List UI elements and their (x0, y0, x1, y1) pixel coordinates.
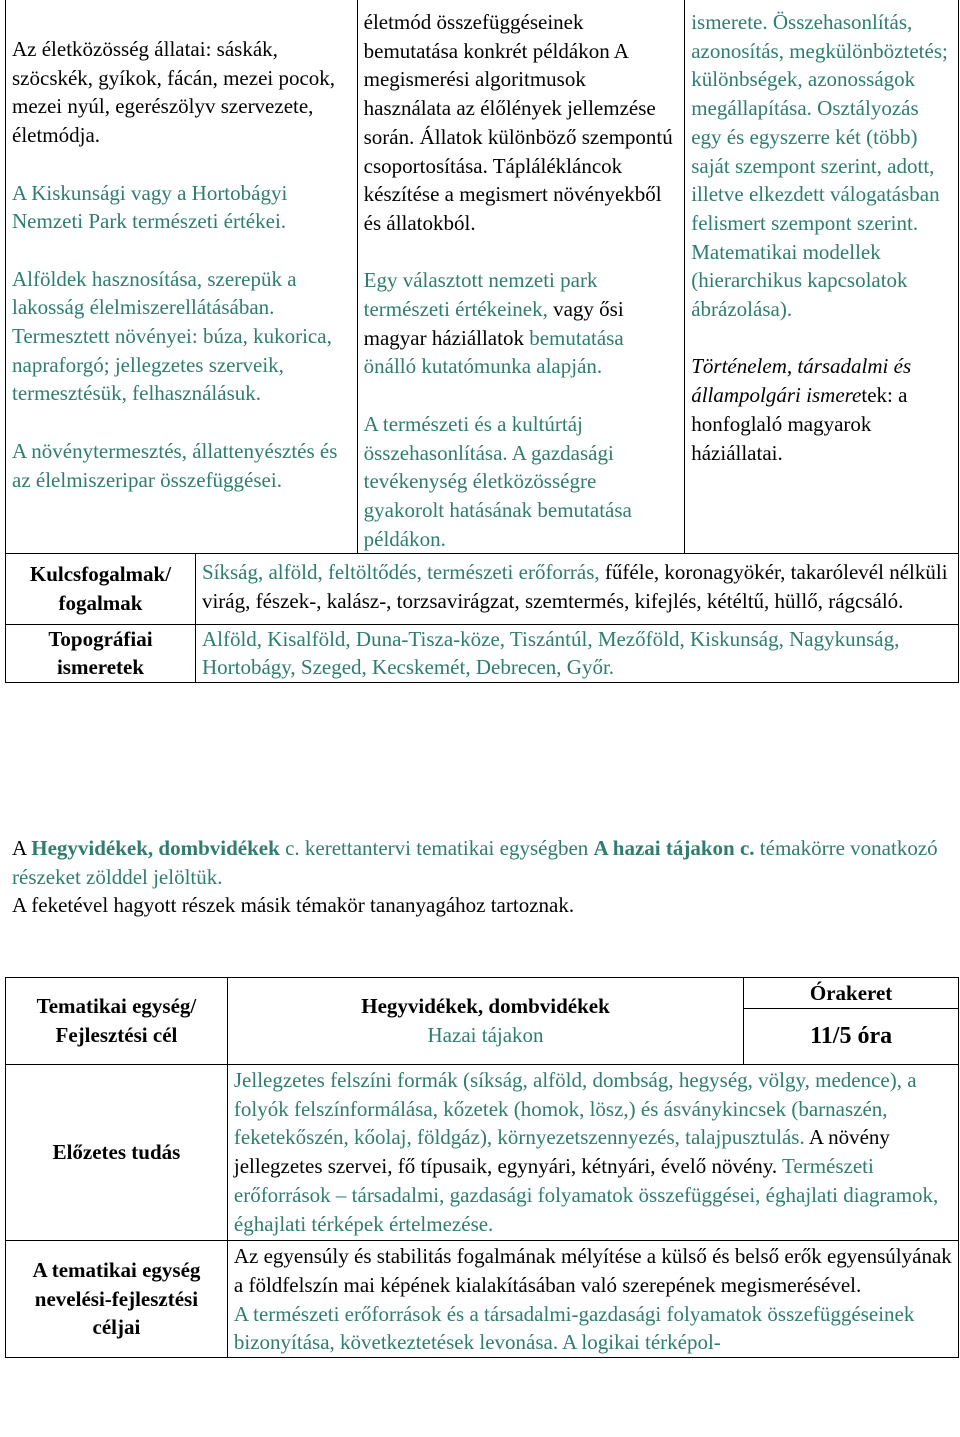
paragraph-gap (12, 236, 351, 265)
text-run: Jellegzetes felszíni formák (síkság, alföld, dombság, hegység, völgy, medence), a folyók felszínformálása, kőzetek (homok, lösz,) és ásványkincsek (barnaszén, feketekőszén, kőolaj, földgáz), környezetszennyezés, talajpusztulás. (233, 1068, 917, 1150)
text-run: A természeti erőforrások és a társadalmi-gazdasági folyamatok összefüggéseinek bizonyítása, következtetések levonása. A logikai térképol- (233, 1301, 915, 1355)
paragraph (364, 266, 679, 381)
text-run: A növény jellegzetes szervei, fő típusaik, egynyári, kétnyári, évelő növény. (233, 1125, 890, 1179)
topography-label: Topográfiai ismeretek (6, 624, 196, 682)
paragraph (12, 437, 351, 494)
text-run: A növénytermesztés, állattenyésztés és az élelmiszeripar összefüggései. (12, 438, 338, 492)
keyconcepts-label: Kulcsfogalmak/ fogalmak (6, 554, 196, 624)
paragraph (12, 265, 351, 409)
text-run: Alföld, Kisalföld, Duna-Tisza-köze, Tiszántúl, Mezőföld, Kiskunság, Nagykunság, Hortobágy, Szeged, Kecskemét, Debrecen, Győr. (201, 626, 900, 680)
paragraph (691, 8, 952, 324)
paragraph (364, 410, 679, 554)
unit-title: Hegyvidékek, dombvidékek (361, 994, 610, 1019)
paragraph-gap (12, 150, 351, 179)
col2-content (364, 8, 679, 553)
text-run: bemutatása önálló kutatómunka alapján. (363, 325, 624, 379)
prior-knowledge-label: Előzetes tudás (6, 1065, 228, 1241)
keyconcepts-text (195, 554, 958, 624)
goals-label: A tematikai egység nevelési-fejlesztési céljai (6, 1241, 228, 1358)
prior-knowledge-text (227, 1065, 958, 1241)
col3-content (691, 8, 952, 467)
goals-text (227, 1241, 958, 1358)
note-line-2: A feketével hagyott részek másik témakör tananyagához tartoznak. (12, 893, 575, 918)
text-run: Egy választott nemzeti park természeti értékeinek, (363, 268, 598, 322)
text-run: A hazai tájakon c. (593, 836, 755, 860)
unit-label: Tematikai egység/ Fejlesztési cél (6, 978, 228, 1065)
text-run: Síkság, alföld, feltöltődés, természeti erőforrás, (201, 560, 605, 585)
text-run: kerettantervi tematikai egységben (299, 836, 594, 860)
paragraph-gap (691, 324, 952, 353)
text-run: életmód összefüggéseinek bemutatása konkrét példákon A megismerési algoritmusok használata az élőlények jellemzése során. Állatok különböző szempontú csoportosítása. Táplálékláncok készítése a megismert növényekből és állatokból. (363, 10, 673, 235)
text-run: vagy ősi magyar háziállatok (363, 297, 624, 350)
goals-paragraph-1 (234, 1242, 952, 1299)
top-table (5, 0, 959, 683)
text-run: Hegyvidékek, dombvidékek (31, 836, 280, 860)
hours-label: Órakeret (744, 978, 959, 1009)
goals-row (6, 1241, 959, 1358)
goals-paragraph-2 (234, 1300, 952, 1357)
links-cell (685, 0, 959, 554)
unit-subtitle: Hazai tájakon (427, 1023, 544, 1047)
hours-value: 11/5 óra (744, 1009, 959, 1065)
text-run: A természeti és a kultúrtáj összehasonlítása. A gazdasági tevékenység életközösségre gyakorolt hatásának bemutatása példákon. (363, 411, 632, 551)
topography-text (195, 624, 958, 682)
keyconcepts-row (6, 554, 959, 624)
color-legend-note (12, 834, 952, 920)
text-run: A (12, 836, 32, 860)
unit-title-cell (227, 978, 743, 1065)
activities-cell (357, 0, 685, 554)
paragraph (12, 35, 351, 150)
text-run: Az életközösség állatai: sáskák, szöcskék, gyíkok, fácán, mezei pocok, mezei nyúl, egerészölyv szervezete, életmódja. (12, 37, 336, 148)
content-row (6, 0, 959, 554)
bottom-table (5, 977, 959, 1358)
paragraph-gap (12, 408, 351, 437)
text-run: c. (279, 836, 300, 860)
paragraph-gap (364, 381, 679, 410)
prior-knowledge-row (6, 1065, 959, 1241)
note-line-1 (12, 834, 952, 891)
text-run: Az egyensúly és stabilitás fogalmának mélyítése a külső és belső erők egyensúlyának a földfelszín mai képének kialakításában való szerepének megismerésével. (233, 1244, 952, 1297)
topography-row (6, 624, 959, 682)
text-run: témakörre vonatkozó részeket zölddel jelöltük. (12, 836, 938, 889)
paragraph-gap (364, 238, 679, 267)
text-run: tek: a honfoglaló magyarok háziállatai. (691, 383, 908, 465)
paragraph (12, 179, 351, 236)
text-run: Történelem, társadalmi és állampolgári ismere (691, 354, 912, 408)
col1-content (12, 35, 351, 494)
text-run: fűféle, koronagyökér, takarólevél nélküli virág, fészek-, kalász-, torzsavirágzat, szemtermés, kifejlés, kétéltű, hüllő, rágcsáló. (201, 560, 948, 614)
text-run: A Kiskunsági vagy a Hortobágyi Nemzeti Park természeti értékei. (12, 180, 288, 234)
text-run: Alföldek hasznosítása, szerepük a lakosság élelmiszerellátásában. Termesztett növényei: búza, kukorica, napraforgó; jellegzetes szerveik, termesztésük, felhasználásuk. (12, 266, 332, 406)
paragraph (691, 352, 952, 467)
knowledge-cell (6, 0, 358, 554)
text-run: Természeti erőforrások – társadalmi, gazdasági folyamatok összefüggései, éghajlati diagramok, éghajlati térképek értelmezése. (233, 1154, 939, 1236)
text-run: ismerete. Összehasonlítás, azonosítás, megkülönböztetés; különbségek, azonosságok megállapítása. Osztályozás egy és egyszerre két (több) saját szempont szerint, adott, illetve elkezdett válogatásban felismert szempont szerint. Matematikai modellek (hierarchikus kapcsolatok ábrázolása). (691, 10, 948, 322)
header-row (6, 978, 959, 1009)
paragraph (364, 8, 679, 238)
